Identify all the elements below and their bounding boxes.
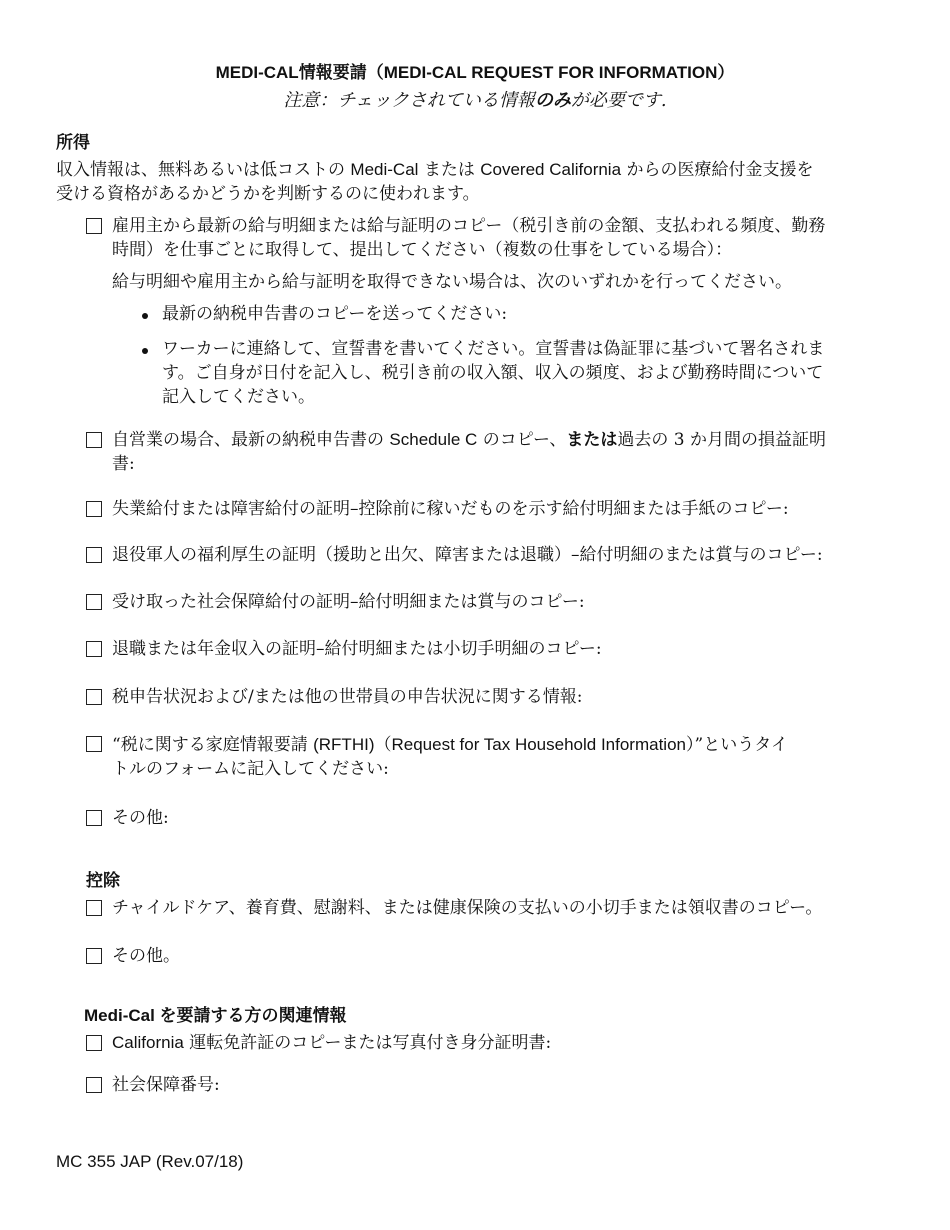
item-unemployment: 失業給付または障害給付の証明–控除前に稼いだものを示す給付明細または手紙のコピー: [112, 499, 789, 519]
section-heading-income: 所得 [56, 133, 90, 152]
note-prefix: 注意：チェックされている情報 [283, 90, 535, 111]
item-drivers-license [112, 1031, 551, 1055]
item-ssn: 社会保障番号: [112, 1075, 220, 1095]
item-retirement: 退職または年金収入の証明–給付明細または小切手明細のコピー: [112, 639, 602, 659]
item-line: 雇用主から最新の給与明細または給与証明のコピー（税引き前の金額、支払われる頻度、勤務 [112, 216, 826, 236]
page-note [0, 86, 950, 112]
item-pay-stubs [112, 214, 912, 262]
checkbox-retirement[interactable] [86, 641, 102, 657]
income-intro [56, 158, 906, 206]
checkbox-pay-stubs[interactable] [86, 218, 102, 234]
form-id: MC 355 JAP (Rev.07/18) [56, 1152, 244, 1171]
item-text: “税に関する家庭情報要請 [112, 735, 314, 755]
schedule-c: Schedule C [389, 430, 478, 449]
section-heading-applicant: Medi-Cal を要請する方の関連情報 [84, 1006, 347, 1025]
intro-text: または [418, 160, 481, 180]
section-heading-deductions: 控除 [86, 871, 120, 890]
item-emphasis: または [566, 430, 618, 449]
item-line: 時間）を仕事ごとに取得して、提出してください（複数の仕事をしている場合）： [112, 240, 733, 260]
bullet-icon [142, 348, 148, 354]
bullet-line: 記入してください。 [162, 387, 315, 407]
note-emphasis: のみ [534, 90, 571, 111]
item-rfthi [112, 733, 912, 781]
pay-stub-alternative-note: 給与明細や雇用主から給与証明を取得できない場合は、次のいずれかを行ってください。 [112, 272, 792, 292]
item-social-security: 受け取った社会保障給付の証明–給付明細または賞与のコピー: [112, 592, 585, 612]
item-veterans: 退役軍人の福利厚生の証明（援助と出欠、障害または退職）–給付明細のまたは賞与のコピー: [112, 545, 823, 565]
checkbox-childcare[interactable] [86, 900, 102, 916]
item-tax-filing: 税申告状況および/または他の世帯員の申告状況に関する情報: [112, 687, 583, 707]
bullet-icon [142, 313, 148, 319]
bullet-item-affidavit [162, 337, 902, 409]
item-deductions-other: その他。 [112, 946, 180, 966]
bullet-item-tax-return: 最新の納税申告書のコピーを送ってください: [162, 304, 508, 324]
item-income-other: その他: [112, 808, 169, 828]
checkbox-veterans[interactable] [86, 547, 102, 563]
bullet-line: す。ご自身が日付を記入し、税引き前の収入額、収入の頻度、および勤務時間について [162, 363, 824, 383]
item-text: 書: [112, 454, 135, 474]
page-title: MEDI-CAL情報要請（MEDI-CAL REQUEST FOR INFORMATION） [215, 63, 735, 82]
item-childcare: チャイルドケア、養育費、慰謝料、または健康保険の支払いの小切手または領収書のコピー。 [112, 898, 823, 918]
item-text: California [112, 1033, 184, 1052]
checkbox-unemployment[interactable] [86, 501, 102, 517]
item-text: トルのフォームに記入してください: [112, 759, 389, 779]
checkbox-self-employed[interactable] [86, 432, 102, 448]
intro-medical: Medi-Cal [350, 160, 419, 179]
intro-text: 受ける資格があるかどうかを判断するのに使われます。 [56, 184, 480, 204]
item-self-employed [112, 428, 912, 476]
item-text: 自営業の場合、最新の納税申告書の [112, 430, 390, 450]
item-text: のコピー、 [477, 430, 567, 450]
bullet-line: ワーカーに連絡して、宣誓書を書いてください。宣誓書は偽証罪に基づいて署名されま [162, 339, 825, 359]
checkbox-deductions-other[interactable] [86, 948, 102, 964]
item-text: 運転免許証のコピーまたは写真付き身分証明書: [183, 1033, 552, 1053]
intro-covered: Covered California [480, 160, 622, 179]
intro-text: からの医療給付金支援を [621, 160, 814, 180]
item-text: 過去の 3 か月間の損益証明 [617, 430, 826, 450]
intro-text: 収入情報は、無料あるいは低コストの [56, 160, 351, 180]
item-text: ”というタイ [694, 735, 788, 755]
checkbox-income-other[interactable] [86, 810, 102, 826]
checkbox-rfthi[interactable] [86, 736, 102, 752]
checkbox-social-security[interactable] [86, 594, 102, 610]
rfthi-name: (RFTHI)（Request for Tax Household Information） [313, 735, 695, 754]
checkbox-tax-filing[interactable] [86, 689, 102, 705]
checkbox-ssn[interactable] [86, 1077, 102, 1093]
note-suffix: が必要です. [570, 90, 667, 111]
checkbox-drivers-license[interactable] [86, 1035, 102, 1051]
